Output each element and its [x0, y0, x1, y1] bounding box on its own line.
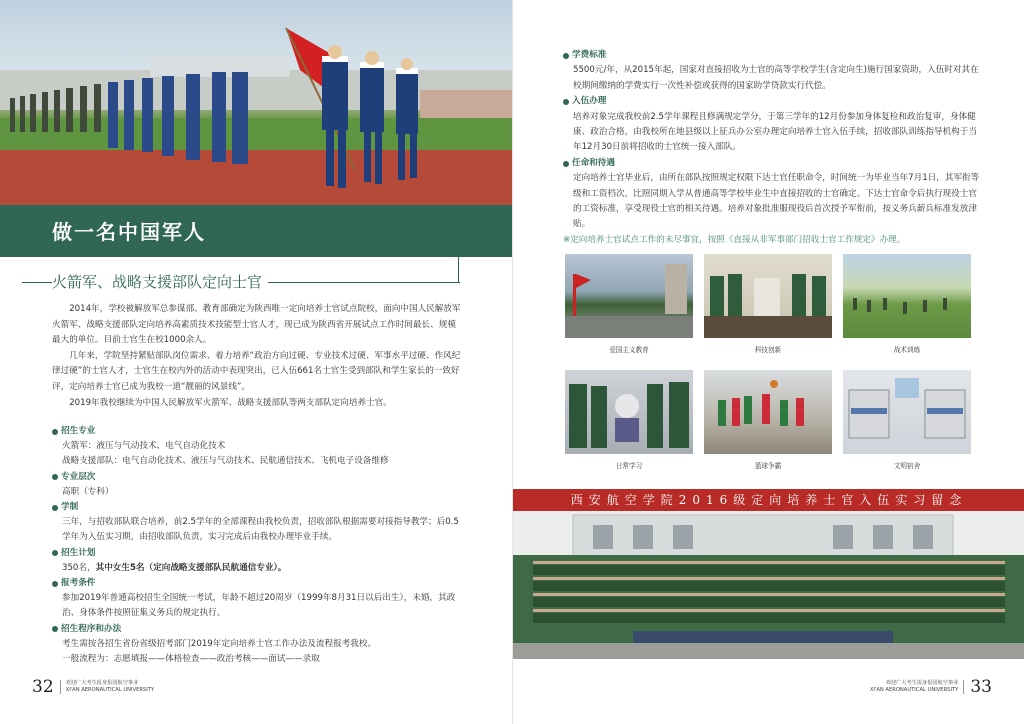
page-number: 32	[32, 677, 54, 697]
section-heading: 招生专业	[52, 424, 462, 439]
intro-paragraph: 几年来，学院坚持紧贴部队岗位需求、着力培养“政治方向过硬、专业技术过硬、军事水平过硬、作风纪律过硬”的士官人才，士官生在校内外的活动中表现突出，已入伍661名士官生受到部队和学生家长的一致好评，定向培养士官已成为我校一道“靓丽的风景线”。	[52, 350, 461, 392]
bullet-dot-icon	[563, 161, 569, 167]
photo-scene	[704, 254, 832, 338]
photo-scene	[704, 370, 832, 454]
footer-text: 欢迎广大考生报身报国航空事业 XI'AN AERONAUTICAL UNIVERSITY	[870, 680, 965, 694]
section-heading: 专业层次	[52, 470, 462, 485]
photo-caption: 日常学习	[615, 462, 643, 470]
photo-daily-study	[565, 370, 693, 454]
footer-right	[870, 677, 992, 697]
photo-caption: 文明宿舍	[893, 462, 921, 470]
photo-caption: 战术训练	[893, 346, 921, 354]
section-heading: 学费标准	[563, 48, 983, 63]
photo-tech-innovation	[704, 254, 832, 338]
photo-scene	[843, 370, 971, 454]
section-body: 高职（专科）	[62, 486, 114, 497]
section-body: 培养对象完成我校前2.5学年课程且修满规定学分，于第三学年的12月份参加身体复检和政治复审，身体健康、政治合格，由我校所在地县级以上征兵办公室办理定向培养士官入伍手续，招收部队训练指导机构于当年12月30日前将招收的士官统一接入部队。	[573, 111, 977, 153]
section-body: 一般流程为：志愿填报——体格检查——政治考核——面试——录取	[62, 654, 320, 665]
bullet-dot-icon	[52, 550, 58, 556]
section-body: 5500元/年，从2015年起，国家对直接招收为士官的高等学校学生(含定向生)施行国家资助，入伍时对其在校期间缴纳的学费实行一次性补偿或获得的国家助学贷款实行代偿。	[573, 65, 979, 91]
footer-left	[32, 677, 154, 697]
honor-guard-illustration	[0, 0, 512, 205]
photo-tactical-training	[843, 254, 971, 338]
section-body: 350名，其中女生5名（定向战略支援部队民航通信专业）。	[62, 562, 287, 573]
right-page	[512, 0, 1024, 724]
group-photo-banner	[513, 489, 1024, 511]
photo-caption: 篮球争霸	[754, 462, 782, 470]
group-photo-scene	[513, 511, 1024, 659]
section-heading: 招生程序和办法	[52, 622, 462, 637]
photo-basketball	[704, 370, 832, 454]
footnote: ※定向培养士官试点工作的未尽事宜，按照《直接从非军事部门招收士官工作规定》办理。	[563, 234, 906, 245]
policy-sections	[563, 48, 983, 248]
page-number: 33	[970, 677, 992, 697]
bullet-dot-icon	[52, 581, 58, 587]
section-body: 考生需按各招生省份省级招考部门2019年定向培养士官工作办法及流程报考我校。	[62, 638, 377, 649]
section-body: 定向培养士官毕业后，由所在部队按照规定权限下达士官任职命令，时间统一为毕业当年7月1日，其军衔等级和工资档次，比照同期入学从普通高等学校毕业生中直接招收的士官确定。下达士官命令后执行现役士官的工资标准，享受现役士官的相关待遇。培养对象批准服现役后首次授予军衔前，按义务兵薪兵标准发放津贴。	[573, 173, 980, 230]
bullet-dot-icon	[563, 99, 569, 105]
photo-patriotic-education	[565, 254, 693, 338]
section-heading: 招生计划	[52, 546, 462, 561]
intro-paragraph: 2019年我校继续为中国人民解放军火箭军、战略支援部队等两支部队定向培养士官。	[69, 397, 392, 408]
subtitle-rule	[270, 282, 460, 283]
group-photo	[513, 489, 1024, 659]
page-subtitle: 火箭军、战略支援部队定向士官	[52, 271, 268, 292]
section-heading: 学制	[52, 500, 462, 515]
photo-caption: 爱国主义教育	[609, 346, 649, 354]
section-body: 三年，与招收部队联合培养，前2.5学年的全部课程由我校负责，招收部队根据需要对接指导教学；后0.5学年为入伍实习期，由招收部队负责，实习完成后由我校办理毕业手续。	[62, 517, 459, 543]
bullet-dot-icon	[52, 474, 58, 480]
section-heading: 入伍办理	[563, 94, 983, 109]
banner-text: 西安航空学院2016级定向培养士官入伍实习留念	[570, 493, 968, 507]
photo-scene	[565, 254, 693, 338]
bullet-dot-icon	[52, 429, 58, 435]
photo-scene	[565, 370, 693, 454]
photo-scene	[843, 254, 971, 338]
admission-sections	[52, 424, 462, 667]
intro-paragraph: 2014年，学校被解放军总参谋部、教育部确定为陕西唯一定向培养士官试点院校，面向中国人民解放军火箭军、战略支援部队定向培养高素质技术技能型士官人才，现已成为陕西省开展试点工作时间最长、规模最大的单位。目前士官生在校1000余人。	[52, 304, 461, 346]
bullet-dot-icon	[52, 505, 58, 511]
photo-caption: 科技创新	[754, 346, 782, 354]
section-body: 参加2019年普通高校招生全国统一考试，年龄不超过20周岁（1999年8月31日以后出生），未婚，其政治、身体条件按照征集义务兵的规定执行。	[62, 593, 456, 619]
bullet-dot-icon	[52, 626, 58, 632]
intro-text	[52, 302, 462, 411]
footer-text: 欢迎广大考生报身报国航空事业 XI'AN AERONAUTICAL UNIVERSITY	[60, 680, 155, 694]
hero-photo-honor-guard	[0, 0, 512, 205]
section-body: 火箭军：液压与气动技术、电气自动化技术	[62, 441, 226, 452]
section-body: 战略支援部队：电气自动化技术、液压与气动技术、民航通信技术、飞机电子设备维修	[62, 456, 389, 467]
bullet-dot-icon	[563, 53, 569, 59]
page-title: 做一名中国军人	[52, 220, 206, 244]
photo-dormitory	[843, 370, 971, 454]
section-heading: 报考条件	[52, 576, 462, 591]
section-heading: 任命和待遇	[563, 156, 983, 171]
